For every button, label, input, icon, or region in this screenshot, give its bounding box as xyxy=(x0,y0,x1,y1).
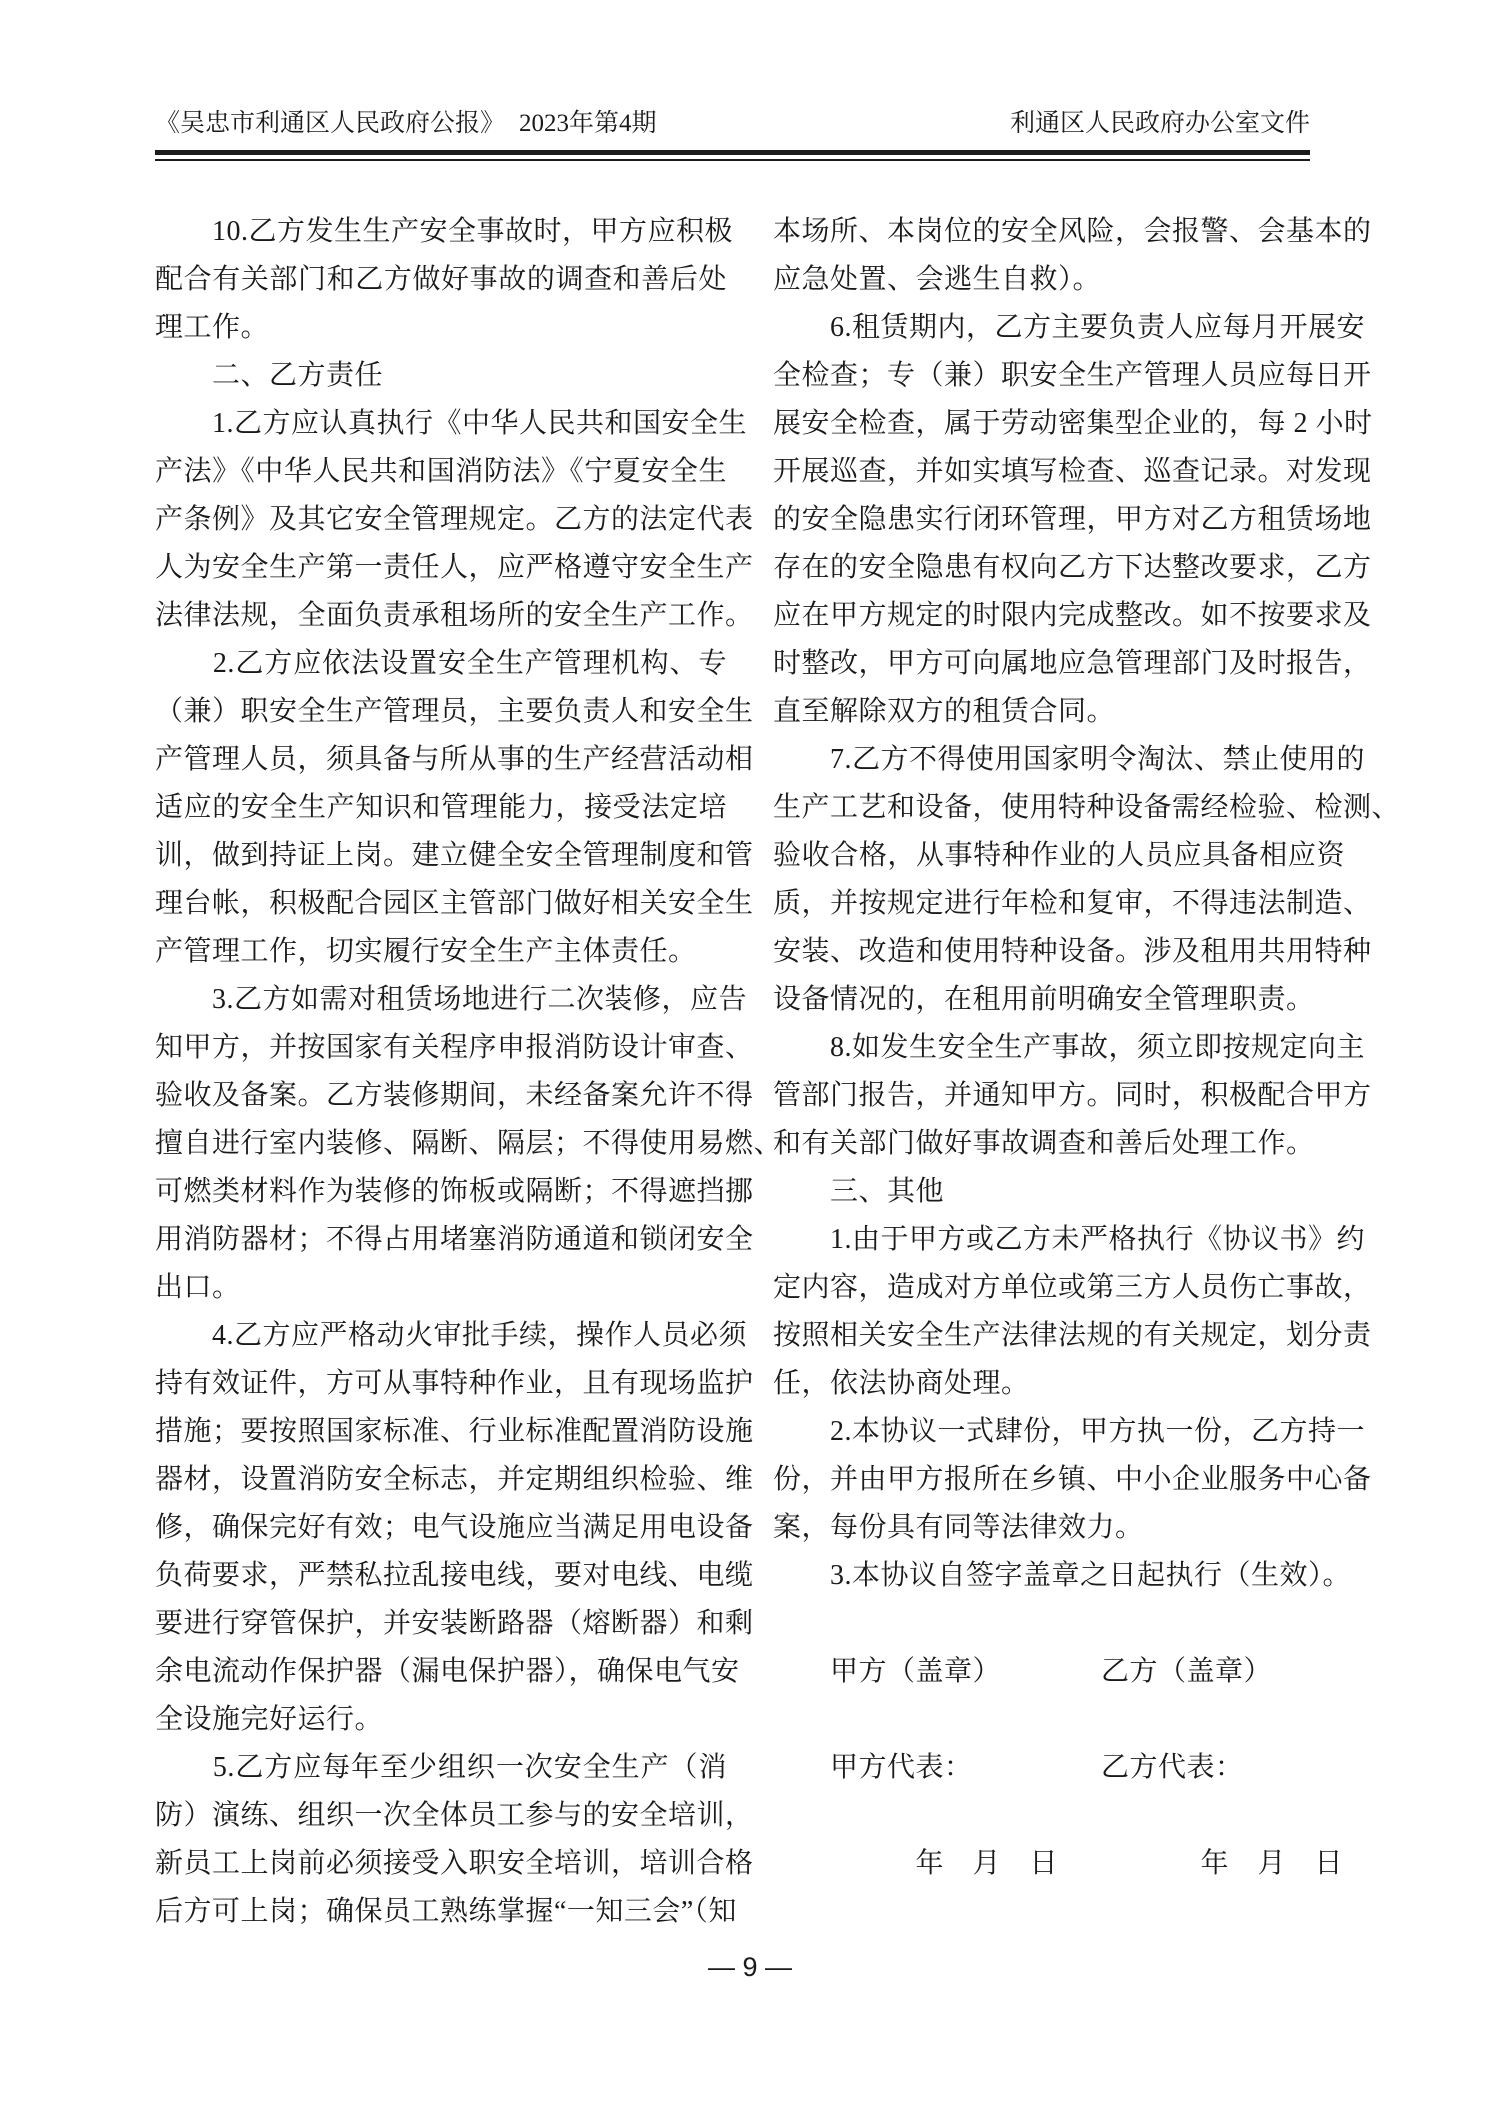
blank-line xyxy=(773,1792,1345,1840)
text-line: 直至解除双方的租赁合同。 xyxy=(773,696,1116,727)
text-line: 配合有关部门和乙方做好事故的调查和善后处 xyxy=(155,264,727,295)
column-left xyxy=(155,208,783,1936)
column-right xyxy=(773,208,1401,1936)
page-header xyxy=(155,108,1310,140)
text-line: 安装、改造和使用特种设备。涉及租用共用特种 xyxy=(773,936,1372,967)
text-line: 理工作。 xyxy=(155,312,270,343)
text-line: 质，并按规定进行年检和复审，不得违法制造、 xyxy=(773,888,1372,919)
text-line: 按照相关安全生产法律法规的有关规定，划分责 xyxy=(773,1320,1372,1351)
text-line: 出口。 xyxy=(155,1272,241,1303)
text-line: 3.本协议自签字盖章之日起执行（生效）。 xyxy=(773,1560,1352,1591)
text-line: 验收合格，从事特种作业的人员应具备相应资 xyxy=(773,840,1345,871)
text-line: 二、乙方责任 xyxy=(155,360,384,391)
text-line: 余电流动作保护器（漏电保护器），确保电气安 xyxy=(155,1656,740,1687)
page-footer xyxy=(155,1952,1345,1982)
text-line: 全设施完好运行。 xyxy=(155,1704,384,1735)
text-line: 法律法规，全面负责承租场所的安全生产工作。 xyxy=(155,600,754,631)
text-line: 防）演练、组织一次全体员工参与的安全培训， xyxy=(155,1800,754,1831)
text-line: 4.乙方应严格动火审批手续，操作人员必须 xyxy=(155,1320,748,1351)
text-line: 人为安全生产第一责任人，应严格遵守安全生产 xyxy=(155,552,754,583)
text-line: 知甲方，并按国家有关程序申报消防设计审查、 xyxy=(155,1032,754,1063)
text-line: 生产工艺和设备，使用特种设备需经检验、检测、 xyxy=(773,792,1401,823)
text-line: 验收及备案。乙方装修期间，未经备案允许不得 xyxy=(155,1080,754,1111)
text-line: 8.如发生安全生产事故，须立即按规定向主 xyxy=(773,1032,1366,1063)
text-line: 三、其他 xyxy=(773,1176,945,1207)
text-line: 全检查；专（兼）职安全生产管理人员应每日开 xyxy=(773,360,1372,391)
text-line: 定内容，造成对方单位或第三方人员伤亡事故， xyxy=(773,1272,1372,1303)
header-left-group xyxy=(155,108,657,140)
text-line: 5.乙方应每年至少组织一次安全生产（消 xyxy=(155,1752,727,1783)
text-line: 甲方（盖章） 乙方（盖章） xyxy=(773,1656,1273,1687)
text-line: 2.本协议一式肆份，甲方执一份，乙方持一 xyxy=(773,1416,1366,1447)
text-line: 本场所、本岗位的安全风险，会报警、会基本的 xyxy=(773,216,1372,247)
text-line: 存在的安全隐患有权向乙方下达整改要求，乙方 xyxy=(773,552,1372,583)
text-line: 应急处置、会逃生自救）。 xyxy=(773,264,1102,295)
text-line: 应在甲方规定的时限内完成整改。如不按要求及 xyxy=(773,600,1372,631)
office-document-label: 利通区人民政府办公室文件 xyxy=(1009,110,1310,137)
text-line: （兼）职安全生产管理员，主要负责人和安全生 xyxy=(155,696,754,727)
text-line: 后方可上岗；确保员工熟练掌握“一知三会”（知 xyxy=(155,1896,737,1927)
text-line: 设备情况的，在租用前明确安全管理职责。 xyxy=(773,984,1315,1015)
text-line: 任，依法协商处理。 xyxy=(773,1368,1030,1399)
blank-line xyxy=(773,1600,1345,1648)
text-line: 产管理工作，切实履行安全生产主体责任。 xyxy=(155,936,697,967)
text-line: 时整改，甲方可向属地应急管理部门及时报告， xyxy=(773,648,1372,679)
text-line: 产条例》及其它安全管理规定。乙方的法定代表 xyxy=(155,504,754,535)
text-line: 可燃类材料作为装修的饰板或隔断；不得遮挡挪 xyxy=(155,1176,754,1207)
page-number: — 9 — xyxy=(707,1952,793,1982)
header-divider-rule xyxy=(155,150,1310,161)
text-line: 2.乙方应依法设置安全生产管理机构、专 xyxy=(155,648,727,679)
text-line: 和有关部门做好事故调查和善后处理工作。 xyxy=(773,1128,1315,1159)
text-line: 案，每份具有同等法律效力。 xyxy=(773,1512,1144,1543)
text-line: 适应的安全生产知识和管理能力，接受法定培 xyxy=(155,792,727,823)
text-line: 负荷要求，严禁私拉乱接电线，要对电线、电缆 xyxy=(155,1560,754,1591)
text-line: 产管理人员，须具备与所从事的生产经营活动相 xyxy=(155,744,754,775)
text-line: 管部门报告，并通知甲方。同时，积极配合甲方 xyxy=(773,1080,1372,1111)
text-line: 开展巡查，并如实填写检查、巡查记录。对发现 xyxy=(773,456,1372,487)
text-line: 年 月 日 年 月 日 xyxy=(773,1848,1344,1879)
text-line: 器材，设置消防安全标志，并定期组织检验、维 xyxy=(155,1464,754,1495)
text-line: 6.租赁期内，乙方主要负责人应每月开展安 xyxy=(773,312,1366,343)
text-line: 份，并由甲方报所在乡镇、中小企业服务中心备 xyxy=(773,1464,1372,1495)
text-line: 产法》《中华人民共和国消防法》《宁夏安全生 xyxy=(155,456,727,487)
text-line: 用消防器材；不得占用堵塞消防通道和锁闭安全 xyxy=(155,1224,754,1255)
text-line: 10.乙方发生生产安全事故时，甲方应积极 xyxy=(155,216,734,247)
text-line: 持有效证件，方可从事特种作业，且有现场监护 xyxy=(155,1368,754,1399)
text-line: 要进行穿管保护，并安装断路器（熔断器）和剩 xyxy=(155,1608,754,1639)
text-line: 擅自进行室内装修、隔断、隔层；不得使用易燃、 xyxy=(155,1128,783,1159)
text-line: 新员工上岗前必须接受入职安全培训，培训合格 xyxy=(155,1848,754,1879)
text-line: 展安全检查，属于劳动密集型企业的，每 2 小时 xyxy=(773,408,1373,439)
text-line: 甲方代表： 乙方代表： xyxy=(773,1752,1244,1783)
text-line: 1.乙方应认真执行《中华人民共和国安全生 xyxy=(155,408,748,439)
text-line: 理台帐，积极配合园区主管部门做好相关安全生 xyxy=(155,888,754,919)
text-line: 7.乙方不得使用国家明令淘汰、禁止使用的 xyxy=(773,744,1366,775)
text-line: 修，确保完好有效；电气设施应当满足用电设备 xyxy=(155,1512,754,1543)
text-line: 的安全隐患实行闭环管理，甲方对乙方租赁场地 xyxy=(773,504,1372,535)
blank-line xyxy=(773,1696,1345,1744)
document-body xyxy=(155,208,1401,1936)
text-line: 1.由于甲方或乙方未严格执行《协议书》约 xyxy=(773,1224,1366,1255)
gazette-title: 《吴忠市利通区人民政府公报》 xyxy=(155,110,506,137)
text-line: 训，做到持证上岗。建立健全安全管理制度和管 xyxy=(155,840,754,871)
issue-number: 2023年第4期 xyxy=(519,110,657,137)
text-line: 3.乙方如需对租赁场地进行二次装修，应告 xyxy=(155,984,748,1015)
text-line: 措施；要按照国家标准、行业标准配置消防设施 xyxy=(155,1416,754,1447)
